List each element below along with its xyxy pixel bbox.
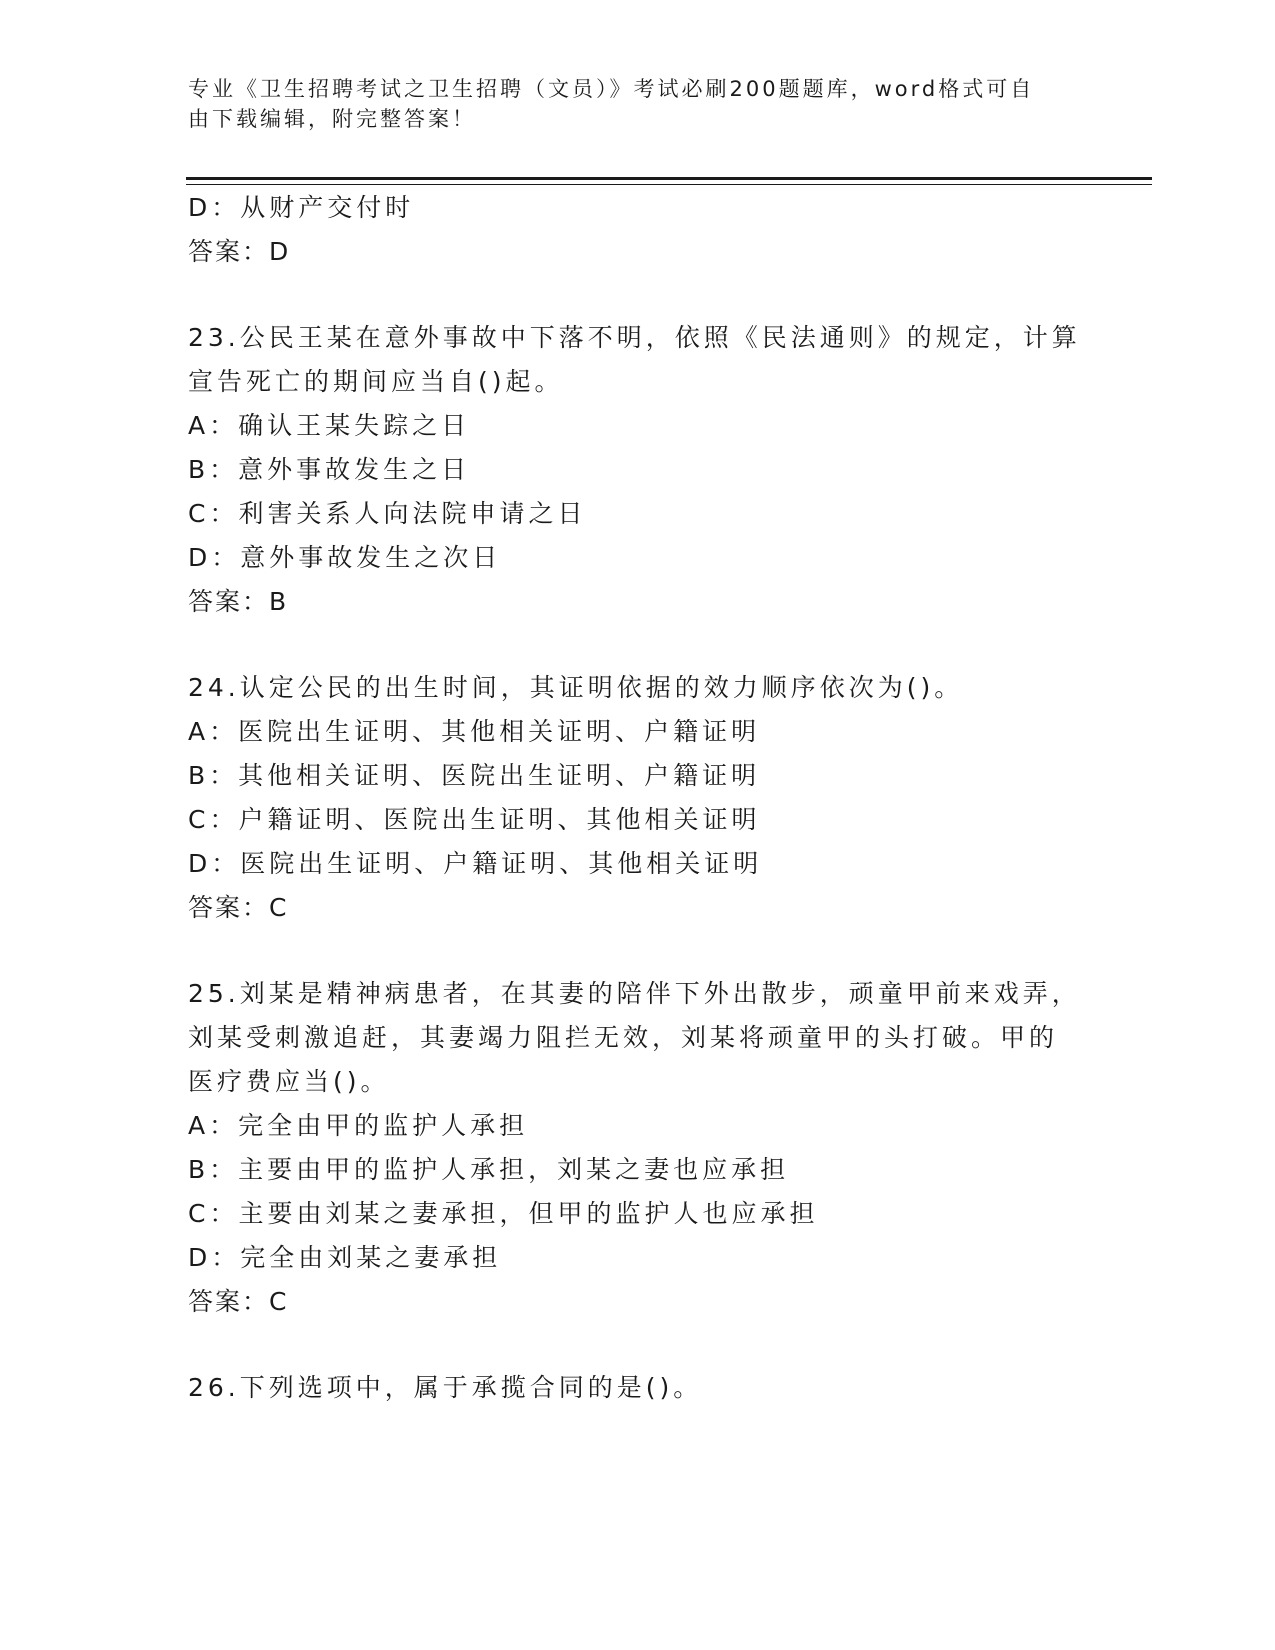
header-rule-thin — [186, 184, 1152, 185]
q23-stem-line-2: 宣告死亡的期间应当自()起。 — [188, 367, 564, 396]
q23-stem-line-1: 23.公民王某在意外事故中下落不明，依照《民法通则》的规定，计算 — [188, 323, 1081, 352]
q24-option-b: B：其他相关证明、医院出生证明、户籍证明 — [188, 761, 761, 790]
q24-stem-line-1: 24.认定公民的出生时间，其证明依据的效力顺序依次为()。 — [188, 673, 964, 702]
q23-option-c: C：利害关系人向法院申请之日 — [188, 499, 587, 528]
q23-answer: 答案：B — [188, 587, 289, 616]
q26-stem-line-1: 26.下列选项中，属于承揽合同的是()。 — [188, 1373, 703, 1402]
q23-option-a: A：确认王某失踪之日 — [188, 411, 471, 440]
q24-option-c: C：户籍证明、医院出生证明、其他相关证明 — [188, 805, 761, 834]
q25-stem-line-2: 刘某受刺激追赶，其妻竭力阻拦无效，刘某将顽童甲的头打破。甲的 — [188, 1023, 1059, 1052]
q24-option-d: D：医院出生证明、户籍证明、其他相关证明 — [188, 849, 763, 878]
q25-stem-line-3: 医疗费应当()。 — [188, 1067, 390, 1096]
q25-option-b: B：主要由甲的监护人承担，刘某之妻也应承担 — [188, 1155, 790, 1184]
q25-option-a: A：完全由甲的监护人承担 — [188, 1111, 529, 1140]
header-line-1: 专业《卫生招聘考试之卫生招聘（文员）》考试必刷200题题库，word格式可自 — [188, 77, 1035, 101]
document-header — [188, 74, 1068, 134]
header-rule-thick — [186, 177, 1152, 180]
q24-option-a: A：医院出生证明、其他相关证明、户籍证明 — [188, 717, 761, 746]
q25-option-c: C：主要由刘某之妻承担，但甲的监护人也应承担 — [188, 1199, 819, 1228]
q23-option-d: D：意外事故发生之次日 — [188, 543, 502, 572]
header-line-2: 由下载编辑，附完整答案！ — [188, 107, 476, 131]
q24-answer: 答案：C — [188, 893, 289, 922]
q25-answer: 答案：C — [188, 1287, 289, 1316]
q25-stem-line-1: 25.刘某是精神病患者，在其妻的陪伴下外出散步，顽童甲前来戏弄， — [188, 979, 1081, 1008]
q22-answer: 答案：D — [188, 237, 291, 266]
q23-option-b: B：意外事故发生之日 — [188, 455, 471, 484]
q22-option-d: D：从财产交付时 — [188, 193, 415, 222]
q25-option-d: D：完全由刘某之妻承担 — [188, 1243, 502, 1272]
